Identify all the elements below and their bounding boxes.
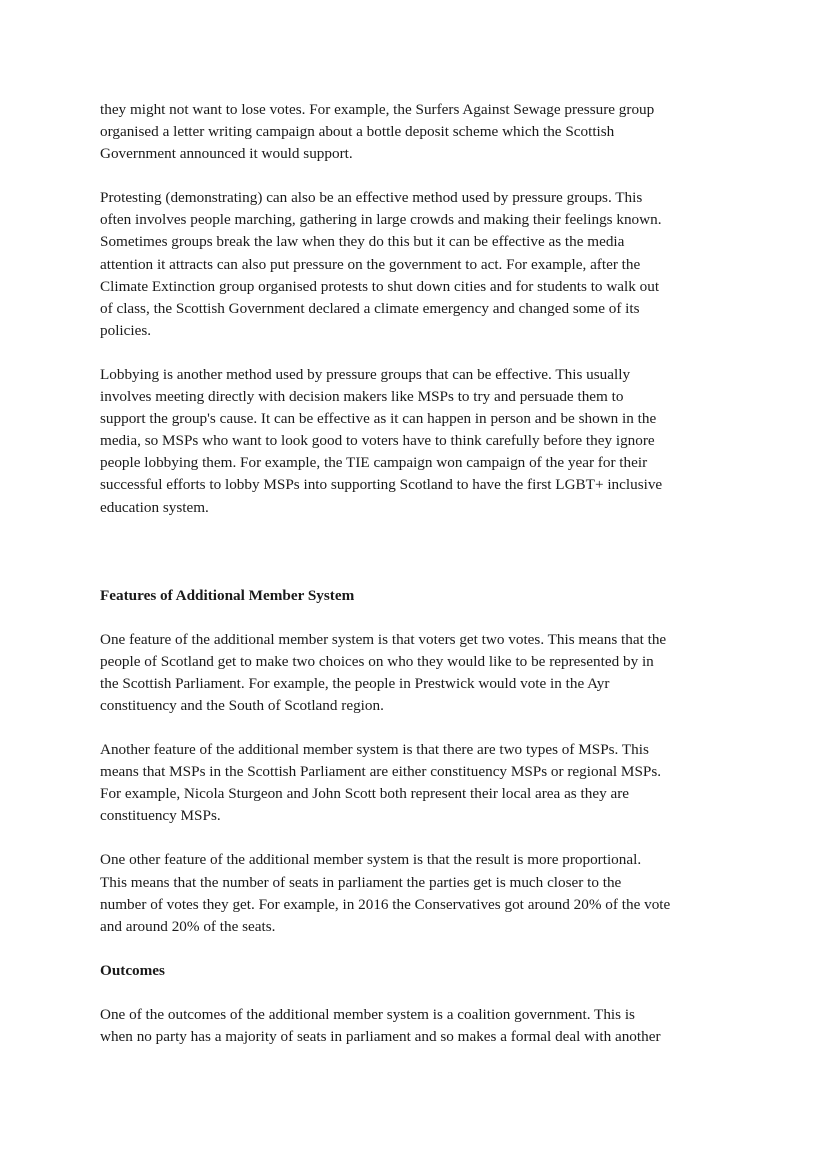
text-line: number of votes they get. For example, in 2016 the Conservatives got around 20% of the vote: [100, 895, 671, 913]
text-line: Government announced it would support.: [100, 145, 353, 163]
text-line: people lobbying them. For example, the TIE campaign won campaign of the year for their: [100, 454, 648, 472]
text-line: often involves people marching, gathering in large crowds and making their feelings known.: [100, 211, 662, 229]
text-line: One feature of the additional member system is that voters get two votes. This means that the: [100, 630, 667, 648]
text-line: constituency MSPs.: [100, 807, 221, 825]
text-line: education system.: [100, 498, 209, 516]
text-line: Another feature of the additional member system is that there are two types of MSPs. This: [100, 741, 649, 759]
text-line: attention it attracts can also put pressure on the government to act. For example, after the: [100, 255, 641, 273]
text-line: Sometimes groups break the law when they do this but it can be effective as the media: [100, 233, 625, 251]
section-spacer: [100, 519, 740, 585]
text-line: One other feature of the additional member system is that the result is more proportional.: [100, 851, 642, 869]
paragraph-spacer: [100, 717, 740, 739]
text-line: policies.: [100, 321, 152, 339]
text-line: For example, Nicola Sturgeon and John Scott both represent their local area as they are: [100, 785, 630, 803]
section-heading-features: Features of Additional Member System: [100, 586, 355, 604]
text-line: means that MSPs in the Scottish Parliament are either constituency MSPs or regional MSPs.: [100, 763, 662, 781]
text-line: Lobbying is another method used by pressure groups that can be effective. This usually: [100, 365, 631, 383]
paragraph-two-types-msps: [100, 739, 740, 827]
text-line: organised a letter writing campaign about a bottle deposit scheme which the Scottish: [100, 123, 615, 141]
paragraph-pressure-group-letters: [100, 99, 740, 165]
text-line: One of the outcomes of the additional member system is a coalition government. This is: [100, 1005, 635, 1023]
paragraph-spacer: [100, 607, 740, 629]
text-line: support the group's cause. It can be effective as it can happen in person and be shown in the: [100, 410, 657, 428]
text-line: they might not want to lose votes. For example, the Surfers Against Sewage pressure group: [100, 101, 655, 118]
paragraph-spacer: [100, 165, 740, 187]
text-line: media, so MSPs who want to look good to voters have to think carefully before they ignore: [100, 432, 655, 450]
paragraph-spacer: [100, 342, 740, 364]
paragraph-lobbying: [100, 364, 740, 519]
paragraph-protesting: [100, 187, 740, 342]
paragraph-two-votes: [100, 629, 740, 717]
text-line: involves meeting directly with decision makers like MSPs to try and persuade them to: [100, 388, 624, 406]
text-line: when no party has a majority of seats in parliament and so makes a formal deal with another: [100, 1028, 661, 1045]
paragraph-coalition: [100, 1004, 740, 1048]
section-heading-outcomes: Outcomes: [100, 961, 165, 979]
text-line: people of Scotland get to make two choices on who they would like to be represented by in: [100, 652, 654, 670]
paragraph-spacer: [100, 827, 740, 849]
text-line: successful efforts to lobby MSPs into supporting Scotland to have the first LGBT+ inclusive: [100, 476, 663, 494]
text-line: the Scottish Parliament. For example, the people in Prestwick would vote in the Ayr: [100, 674, 610, 692]
text-line: and around 20% of the seats.: [100, 917, 276, 935]
document-body: [100, 99, 740, 1048]
paragraph-proportional: [100, 849, 740, 937]
text-line: Climate Extinction group organised protests to shut down cities and for students to walk out: [100, 277, 660, 295]
text-line: Protesting (demonstrating) can also be an effective method used by pressure groups. This: [100, 189, 643, 207]
text-line: constituency and the South of Scotland region.: [100, 696, 384, 714]
text-line: of class, the Scottish Government declared a climate emergency and changed some of its: [100, 299, 640, 317]
paragraph-spacer: [100, 982, 740, 1004]
paragraph-spacer: [100, 938, 740, 960]
text-line: This means that the number of seats in parliament the parties get is much closer to the: [100, 873, 622, 891]
